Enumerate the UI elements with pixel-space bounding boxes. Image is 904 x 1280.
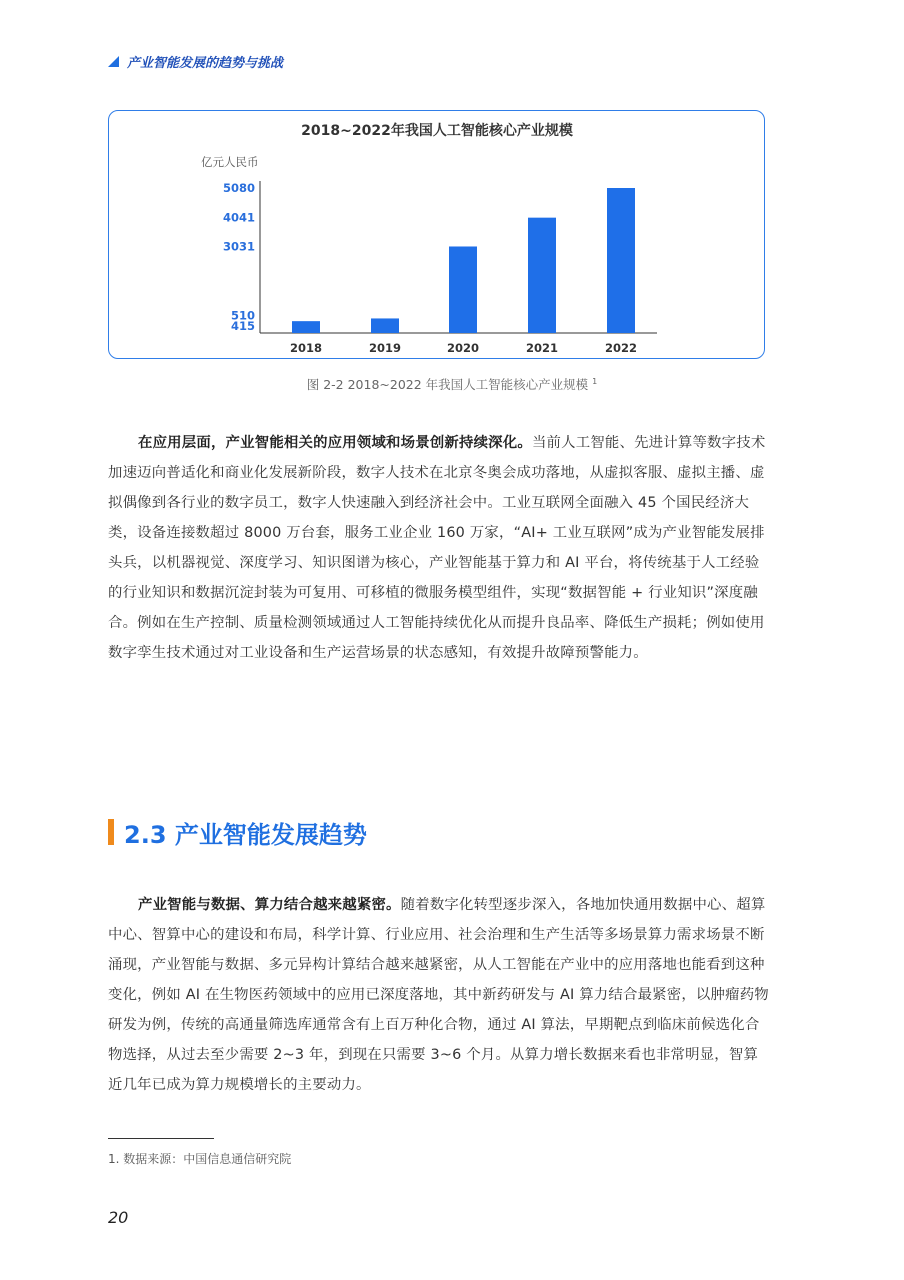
bar-2019 [371,318,399,333]
x-tick-label: 2019 [368,341,402,355]
y-tick-label: 510 [230,308,255,323]
chart-frame [108,110,765,359]
x-tick-label: 2022 [604,341,638,355]
bar-2021 [528,218,556,333]
paragraph-lead: 在应用层面，产业智能相关的应用领域和场景创新持续深化。 [138,435,532,451]
y-tick-label: 4041 [222,210,255,225]
section-accent-bar [108,819,114,845]
footnote-divider [108,1138,214,1139]
paragraph-body: 随着数字化转型逐步深入，各地加快通用数据中心、超算中心、智算中心的建设和布局，科学计算、行业应用、社会治理和生产生活等多场景算力需求场景不断涌现，产业智能与数据、多元异构计算结合越来越紧密，从人工智能在产业中的应用落地也能看到这种变化，例如 AI 在生物医药领域中的应用已深度落地，其中新药研发与 AI 算力结合最紧密，以肿瘤药物研发为例，传统的高通量筛选库通常含有上百万种化合物，通过 AI 算法，早期靶点到临床前候选化合物选择，从过去至少需要 2~3 年，到现在只需要 3~6 个月。从算力增长数据来看也非常明显，智算近几年已成为算力规模增长的主要动力。 [108,897,769,1093]
running-header-title: 产业智能发展的趋势与挑战 [127,55,284,71]
y-tick-label: 415 [230,319,255,334]
caption-footnote-mark: 1 [592,376,598,386]
x-tick-label: 2021 [525,341,559,355]
y-tick-label: 5080 [222,181,255,195]
x-tick-label: 2018 [289,341,323,355]
page-number: 20 [108,1208,129,1227]
section-heading [108,814,367,850]
chart-title: 2018~2022年我国人工智能核心产业规模 [301,123,573,139]
paragraph-application [108,428,772,668]
y-axis-label: 亿元人民币 [201,155,259,169]
bar-chart [109,111,766,360]
figure-caption-text: 图 2-2 2018~2022 年我国人工智能核心产业规模 [306,377,589,392]
paragraph-trend [108,890,772,1100]
paragraph-lead: 产业智能与数据、算力结合越来越紧密。 [138,897,401,913]
running-header [108,51,283,71]
y-tick-label: 3031 [222,239,255,254]
paragraph-body: 当前人工智能、先进计算等数字技术加速迈向普适化和商业化发展新阶段，数字人技术在北京冬奥会成功落地，从虚拟客服、虚拟主播、虚拟偶像到各行业的数字员工，数字人快速融入到经济社会中。工业互联网全面融入 45 个国民经济大类，设备连接数超过 8000 万台套，服务工业企业 160 万家，“AI+ 工业互联网”成为产业智能发展排头兵，以机器视觉、深度学习、知识图谱为核心，产业智能基于算力和 AI 平台，将传统基于人工经验的行业知识和数据沉淀封装为可复用、可移植的微服务模型组件，实现“数据智能 + 行业知识”深度融合。例如在生产控制、质量检测领域通过人工智能持续优化从而提升良品率、降低生产损耗；例如使用数字孪生技术通过对工业设备和生产运营场景的状态感知，有效提升故障预警能力。 [108,435,766,661]
bar-2022 [607,188,635,333]
footnote: 1. 数据来源：中国信息通信研究院 [108,1152,292,1166]
header-triangle-icon [108,56,119,67]
bar-2018 [292,321,320,333]
bar-2020 [449,246,477,333]
x-tick-label: 2020 [446,341,480,355]
figure-caption [0,375,904,393]
section-title: 2.3 产业智能发展趋势 [124,820,367,849]
